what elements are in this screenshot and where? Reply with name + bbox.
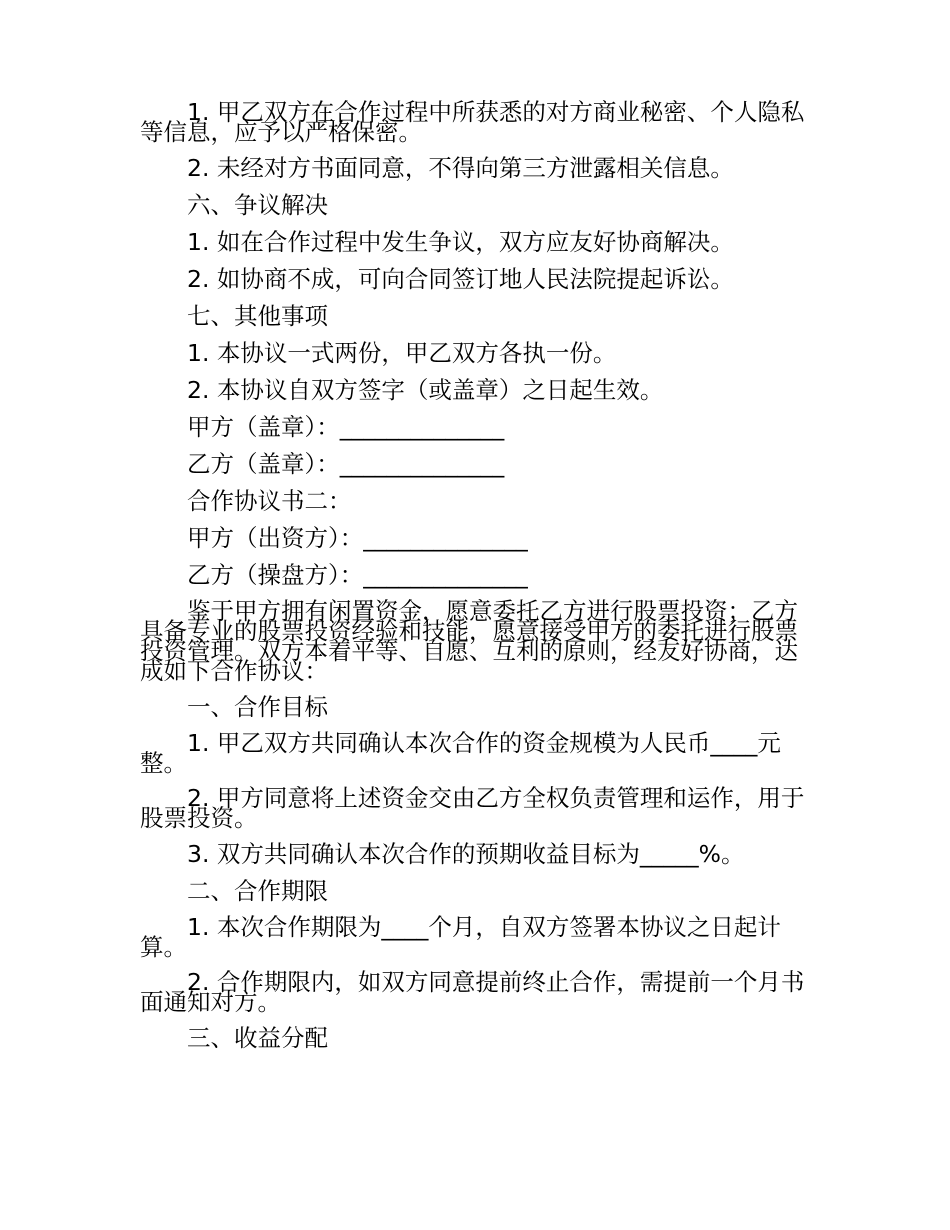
section-heading-dispute: 六、争议解决 [187, 191, 328, 219]
agreement-two-title: 合作协议书二： [187, 487, 352, 515]
clause-term-1: 1. 本次合作期限为____个月，自双方签署本协议之日起计算。 [140, 913, 781, 961]
clause-dispute-1: 1. 如在合作过程中发生争议，双方应友好协商解决。 [187, 228, 734, 256]
clause-dispute-2: 2. 如协商不成，可向合同签订地人民法院提起诉讼。 [187, 265, 734, 293]
section-heading-other: 七、其他事项 [187, 302, 328, 330]
signature-party-b: 乙方（盖章）：______________ [187, 450, 505, 478]
clause-other-2: 2. 本协议自双方签字（或盖章）之日起生效。 [187, 376, 664, 404]
document-body [140, 98, 812, 1064]
signature-party-a: 甲方（盖章）：______________ [187, 413, 505, 441]
clause-goal-3: 3. 双方共同确认本次合作的预期收益目标为_____%。 [187, 840, 745, 868]
section-heading-term: 二、合作期限 [187, 877, 328, 905]
clause-goal-1: 1. 甲乙双方共同确认本次合作的资金规模为人民币____元整。 [140, 729, 781, 777]
section-heading-profit: 三、收益分配 [187, 1024, 328, 1052]
preamble-paragraph: 鉴于甲方拥有闲置资金，愿意委托乙方进行股票投资；乙方具备专业的股票投资经验和技能，愿意接受甲方的委托进行股票投资管理。双方本着平等、自愿、互利的原则，经友好协商，达成如下合作协议： [140, 597, 798, 685]
section-heading-goal: 一、合作目标 [187, 693, 328, 721]
party-a-investor: 甲方（出资方）：______________ [187, 524, 528, 552]
clause-goal-2: 2. 甲方同意将上述资金交由乙方全权负责管理和运作，用于股票投资。 [140, 784, 805, 832]
clause-confidentiality-2: 2. 未经对方书面同意，不得向第三方泄露相关信息。 [187, 154, 734, 182]
clause-other-1: 1. 本协议一式两份，甲乙双方各执一份。 [187, 339, 617, 367]
party-b-operator: 乙方（操盘方）：______________ [187, 561, 528, 589]
clause-term-2: 2. 合作期限内，如双方同意提前终止合作，需提前一个月书面通知对方。 [140, 968, 805, 1016]
clause-confidentiality-1: 1. 甲乙双方在合作过程中所获悉的对方商业秘密、个人隐私等信息，应予以严格保密。 [140, 98, 805, 146]
